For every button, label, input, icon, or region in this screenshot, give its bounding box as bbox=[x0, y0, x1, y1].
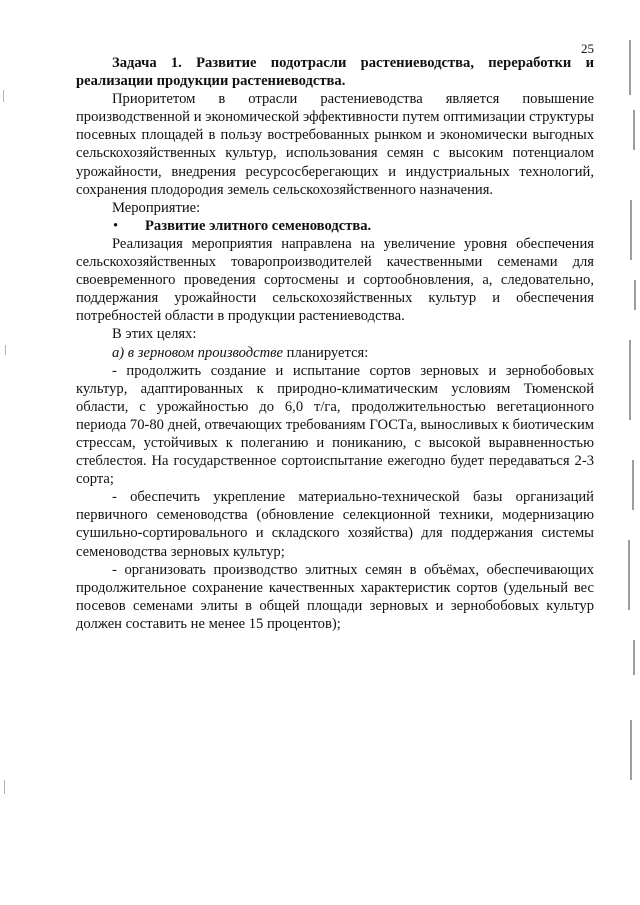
paragraph-goals: В этих целях: bbox=[112, 326, 197, 343]
bullet-text: Развитие элитного семеноводства. bbox=[145, 217, 372, 234]
paragraph-priority: Приоритетом в отрасли растениеводства является повышение производственной и экономической эффективности путем оптимизации структуры посевных площадей в пользу востребованных рынком и экономически выгодных сельскохозяйственных культур, использования семян с высоким потенциалом урожайности, внедрения ресурсосберегающих и индустриальных технологий, сохранения плодородия земель сельскохозяйственного назначения. bbox=[76, 91, 594, 198]
bullet-icon: • bbox=[113, 217, 119, 234]
list-item: - обеспечить укрепление материально-технической базы организаций первичного семеноводства (обновление селекционной техники, модернизацию сушильно-сортировального и складского хозяйства) для поддержания системы семеноводства зерновых культур; bbox=[76, 489, 594, 560]
page-number: 25 bbox=[581, 41, 594, 56]
list-item: - продолжить создание и испытание сортов зерновых и зернобобовых культур, адаптированных к природно-климатическим условиям Тюменской области, с урожайностью до 6,0 т/га, продолжительностью вегетационного периода 70-80 дней, отвечающих требованиям ГОСТа, выносливых к биотическим стрессам, устойчивых к полеганию и пониканию, с высокой выравненностью стеблестоя. На государственное сортоиспытание ежегодно будет передаваться 2-3 сорта; bbox=[76, 362, 594, 488]
list-item: - организовать производство элитных семян в объёмах, обеспечивающих продолжительное сохранение качественных характеристик сортов (удельный вес посевов семенами элиты в общей площади зерновых и зернобобовых культур должен составить не менее 15 процентов); bbox=[76, 561, 594, 632]
scan-artifact-right bbox=[627, 40, 637, 800]
paragraph-implementation: Реализация мероприятия направлена на увеличение уровня обеспечения сельскохозяйственных товаропроизводителей качественными семенами для своевременного проведения сортосмены и сортообновления, а, следовательно, поддержания урожайности сельскохозяйственных культур и обеспечения потребностей области в продукции растениеводства. bbox=[76, 235, 594, 325]
subsection-rest: планируется: bbox=[282, 344, 369, 361]
subsection-label: а) в зерновом производстве bbox=[112, 344, 283, 361]
paragraph-measure-label: Мероприятие: bbox=[112, 199, 201, 216]
subsection-line bbox=[76, 344, 594, 362]
document-body bbox=[76, 54, 594, 633]
bullet-item bbox=[76, 217, 594, 235]
scan-artifact-left bbox=[2, 90, 8, 810]
section-heading: Задача 1. Развитие подотрасли растениеводства, переработки и реализации продукции растениеводства. bbox=[76, 55, 594, 90]
